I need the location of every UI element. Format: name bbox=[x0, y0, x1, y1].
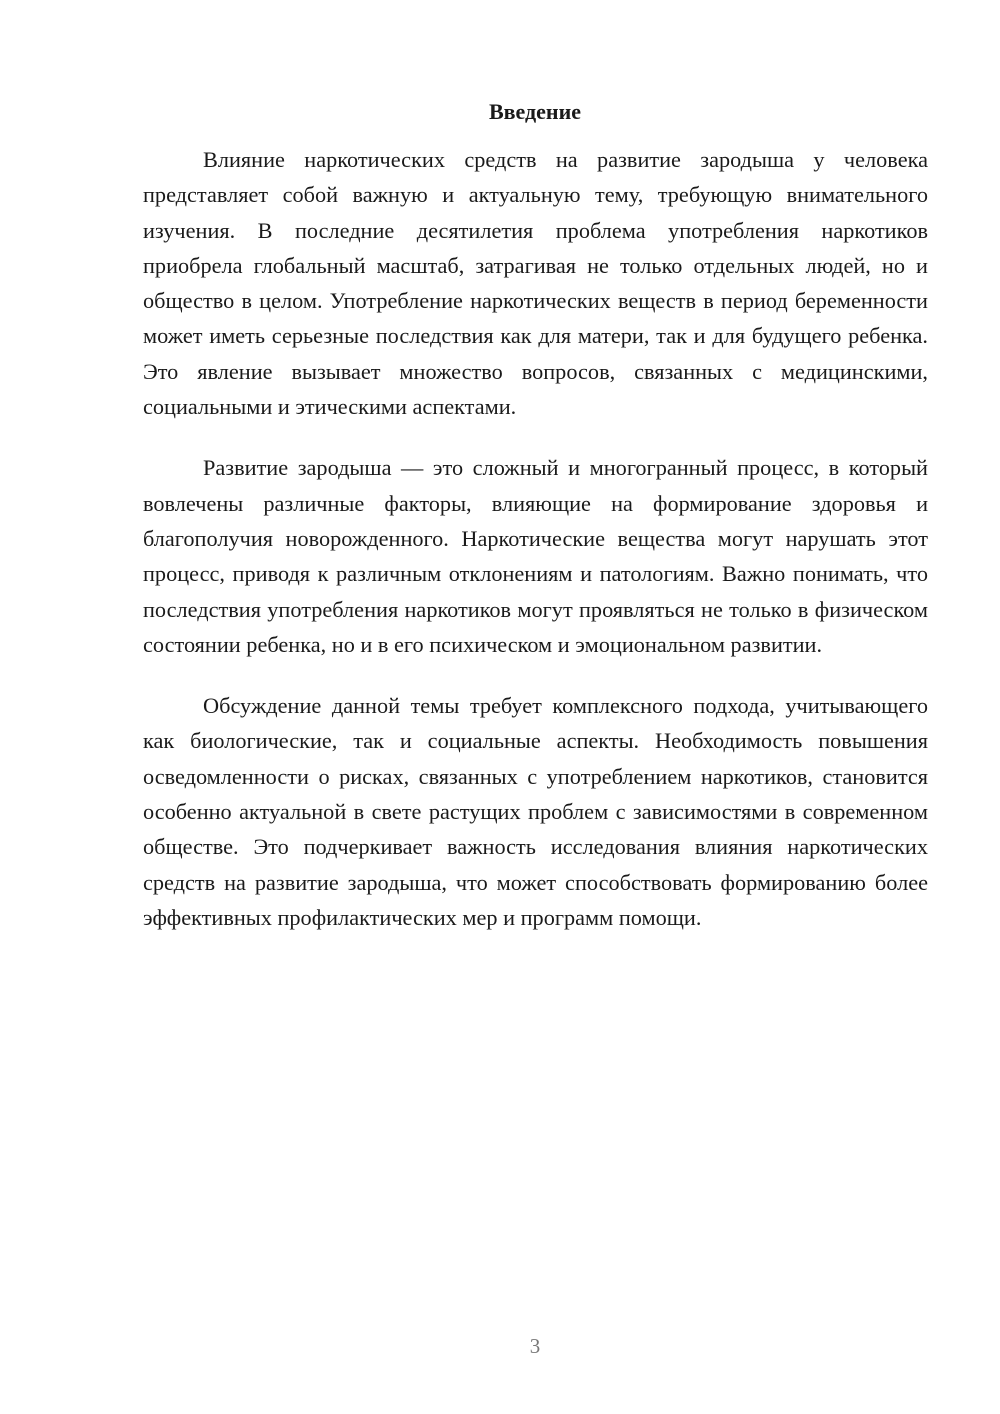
page-number: 3 bbox=[529, 1334, 541, 1358]
paragraph: Обсуждение данной темы требует комплексного подхода, учитывающего как биологические, так и социальные аспекты. Необходимость повышения осведомленности о рисках, связанных с употреблением наркотиков, становится особенно актуальной в свете растущих проблем с зависимостями в современном обществе. Это подчеркивает важность исследования влияния наркотических средств на развитие зародыша, что может способствовать формированию более эффективных профилактических мер и программ помощи. bbox=[143, 693, 928, 930]
paragraph: Развитие зародыша — это сложный и многогранный процесс, в который вовлечены различные факторы, влияющие на формирование здоровья и благополучия новорожденного. Наркотические вещества могут нарушать этот процесс, приводя к различным отклонениям и патологиям. Важно понимать, что последствия употребления наркотиков могут проявляться не только в физическом состоянии ребенка, но и в его психическом и эмоциональном развитии. bbox=[143, 455, 928, 657]
section-heading: Введение bbox=[488, 99, 582, 124]
document-body bbox=[143, 142, 928, 935]
paragraph: Влияние наркотических средств на развитие зародыша у человека представляет собой важную и актуальную тему, требующую внимательного изучения. В последние десятилетия проблема употребления наркотиков приобрела глобальный масштаб, затрагивая не только отдельных людей, но и общество в целом. Употребление наркотических веществ в период беременности может иметь серьезные последствия как для матери, так и для будущего ребенка. Это явление вызывает множество вопросов, связанных с медицинскими, социальными и этическими аспектами. bbox=[143, 147, 928, 420]
